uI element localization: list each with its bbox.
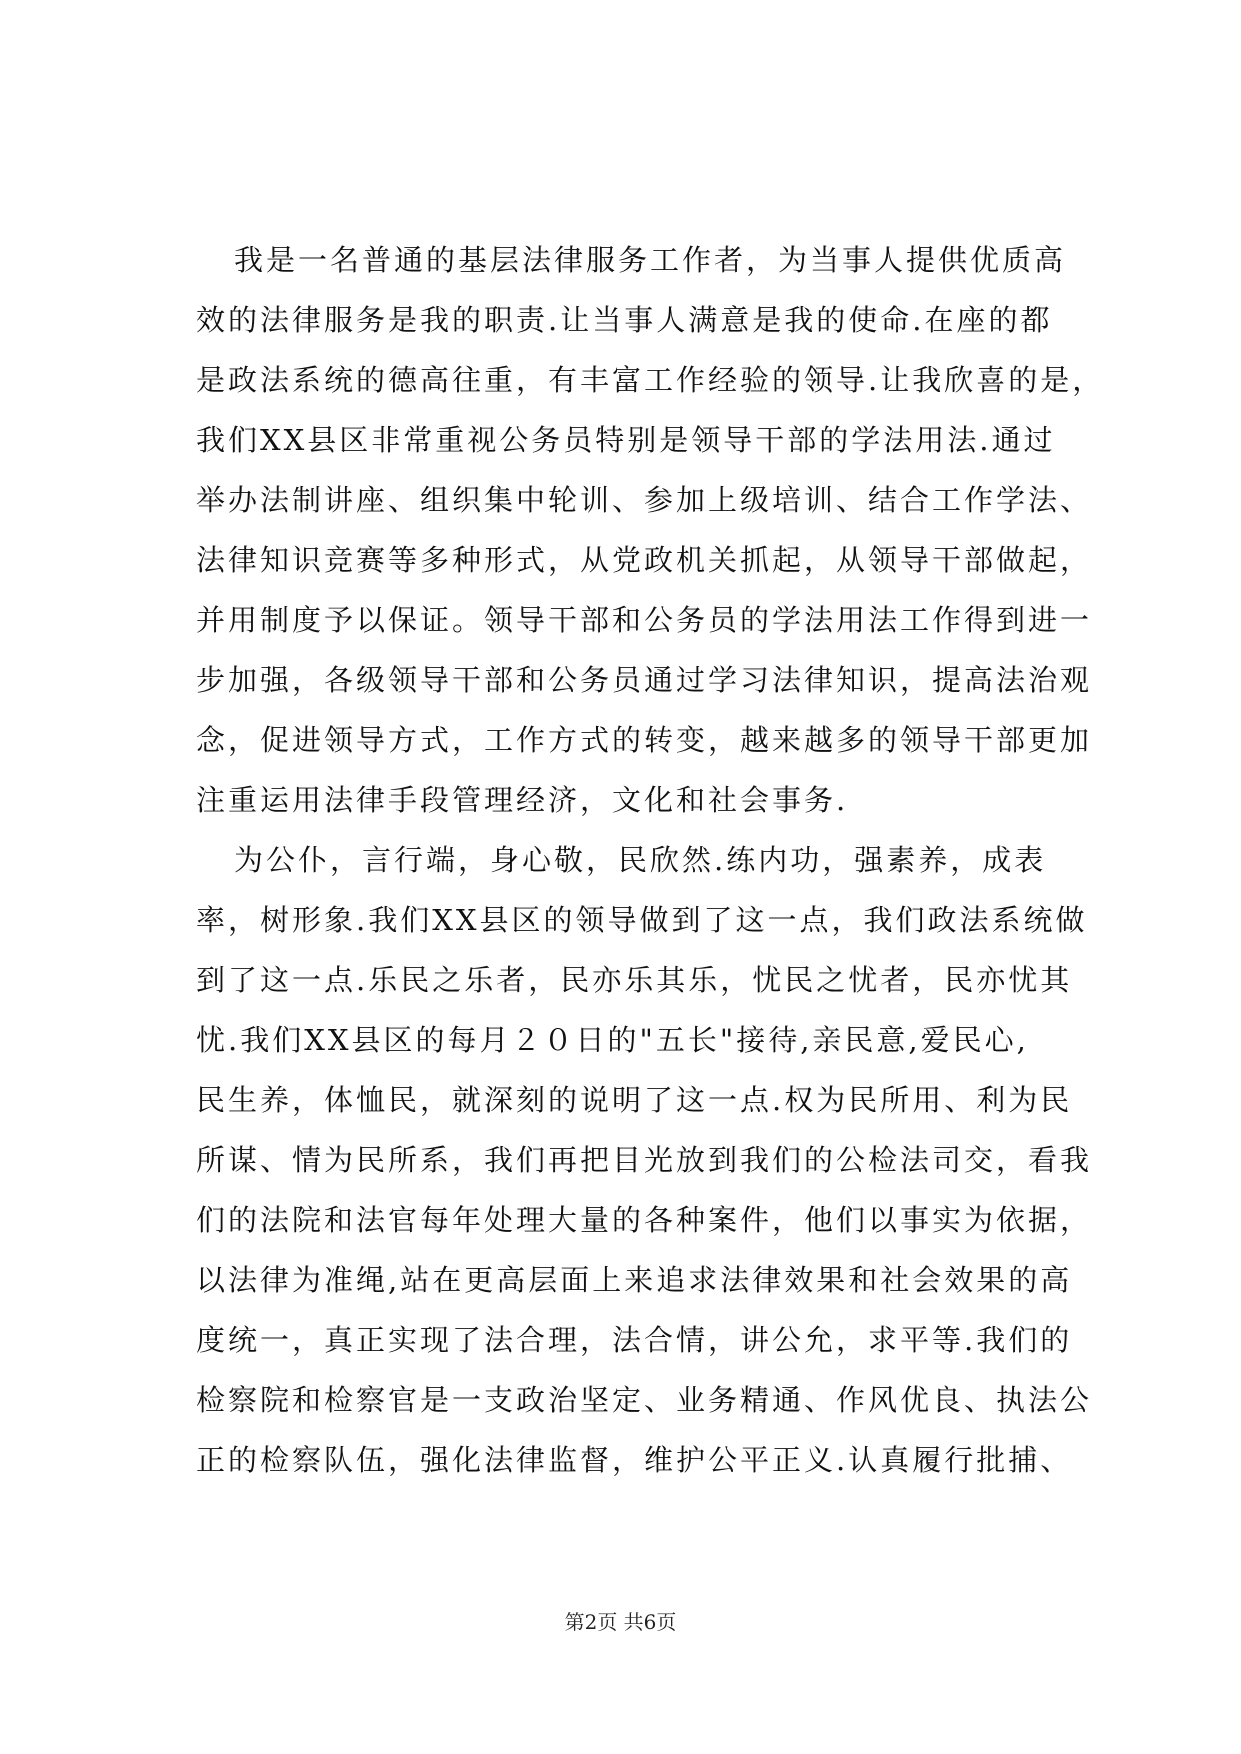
paragraph-line: 忧.我们XX县区的每月２０日的"五长"接待,亲民意,爱民心, (196, 1023, 1029, 1057)
paragraph-line: 以法律为准绳,站在更高层面上来追求法律效果和社会效果的高 (196, 1263, 1073, 1297)
paragraph-line: 法律知识竞赛等多种形式，从党政机关抓起，从领导干部做起， (196, 543, 1093, 577)
paragraph-line: 注重运用法律手段管理经济，文化和社会事务. (196, 783, 849, 817)
paragraph-line: 民生养，体恤民，就深刻的说明了这一点.权为民所用、利为民 (196, 1083, 1073, 1117)
body-text (196, 230, 1105, 1490)
paragraph-2 (196, 830, 1100, 1490)
paragraph-line: 率，树形象.我们XX县区的领导做到了这一点，我们政法系统做 (196, 903, 1088, 937)
paragraph-line: 为公仆，言行端，身心敬，民欣然.练内功，强素养，成表 (234, 843, 1047, 877)
paragraph-line: 并用制度予以保证。领导干部和公务员的学法用法工作得到进一 (196, 603, 1093, 637)
paragraph-line: 举办法制讲座、组织集中轮训、参加上级培训、结合工作学法、 (196, 483, 1093, 517)
paragraph-line: 是政法系统的德高往重，有丰富工作经验的领导.让我欣喜的是， (196, 363, 1105, 397)
paragraph-line: 我是一名普通的基层法律服务工作者，为当事人提供优质高 (234, 243, 1067, 277)
paragraph-line: 们的法院和法官每年处理大量的各种案件，他们以事实为依据， (196, 1203, 1093, 1237)
paragraph-line: 效的法律服务是我的职责.让当事人满意是我的使命.在座的都 (196, 303, 1053, 337)
paragraph-1 (196, 230, 1105, 830)
paragraph-line: 所谋、情为民所系，我们再把目光放到我们的公检法司交，看我 (196, 1143, 1093, 1177)
paragraph-line: 检察院和检察官是一支政治坚定、业务精通、作风优良、执法公 (196, 1383, 1093, 1417)
paragraph-line: 度统一，真正实现了法合理，法合情，讲公允，求平等.我们的 (196, 1323, 1073, 1357)
paragraph-line: 正的检察队伍，强化法律监督，维护公平正义.认真履行批捕、 (196, 1443, 1073, 1477)
page-footer (0, 1608, 1241, 1636)
paragraph-line: 我们XX县区非常重视公务员特别是领导干部的学法用法.通过 (196, 423, 1056, 457)
page-number-label: 第2页 共6页 (564, 1610, 677, 1634)
paragraph-line: 步加强，各级领导干部和公务员通过学习法律知识，提高法治观 (196, 663, 1093, 697)
paragraph-line: 到了这一点.乐民之乐者，民亦乐其乐，忧民之忧者，民亦忧其 (196, 963, 1073, 997)
paragraph-line: 念，促进领导方式，工作方式的转变，越来越多的领导干部更加 (196, 723, 1093, 757)
